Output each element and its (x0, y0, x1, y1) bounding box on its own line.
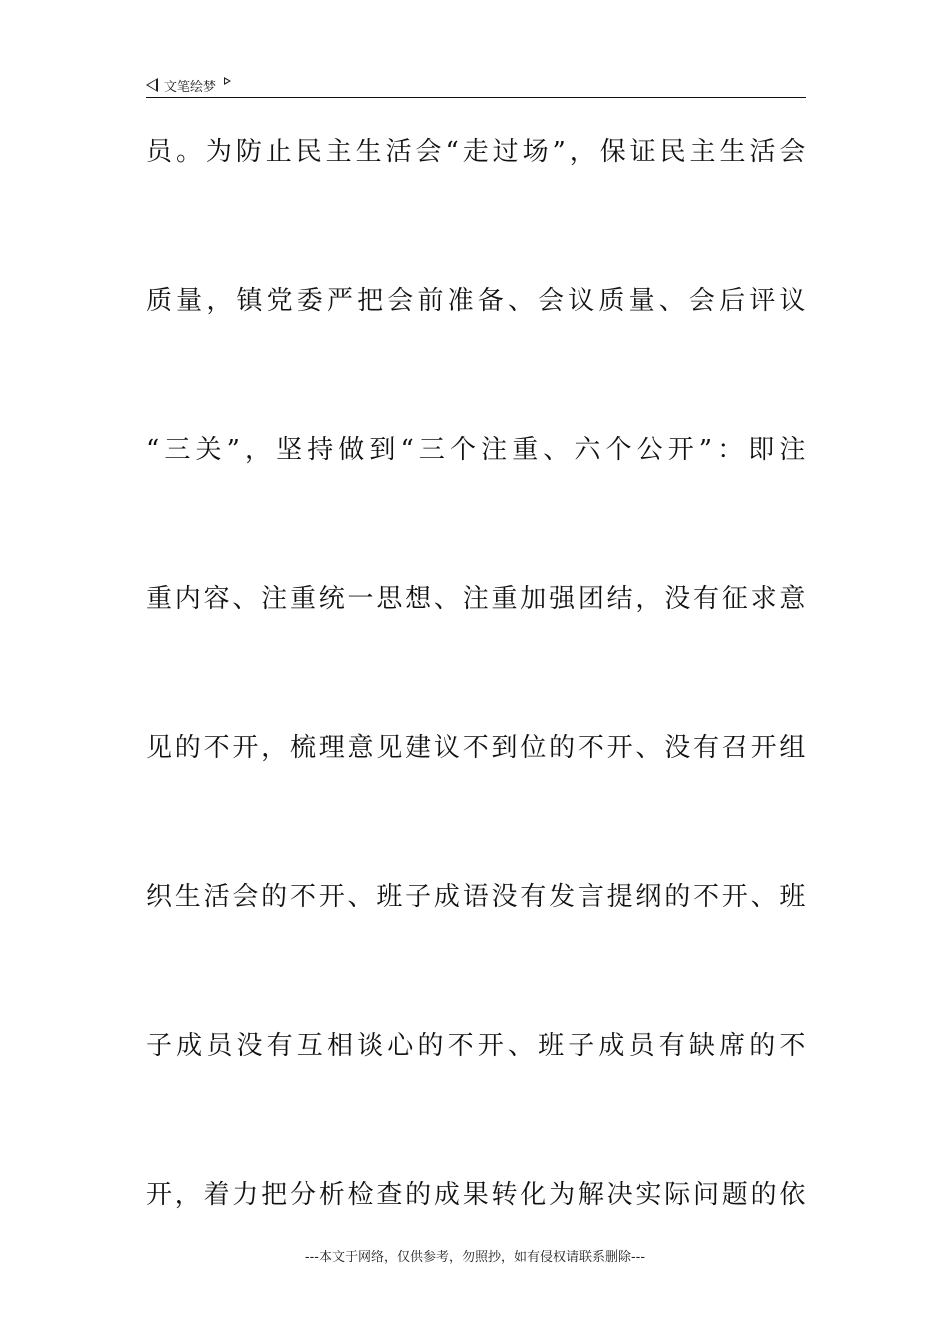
body-line: 重内容、注重统一思想、注重加强团结，没有征求意 (146, 584, 808, 614)
body-line: 质量，镇党委严把会前准备、会议质量、会后评议 (146, 286, 808, 316)
header-divider (146, 97, 806, 98)
body-line: 子成员没有互相谈心的不开、班子成员有缺席的不 (146, 1031, 808, 1061)
triangle-right-icon (224, 77, 231, 85)
body-line: 见的不开，梳理意见建议不到位的不开、没有召开组 (146, 733, 808, 763)
header-title: 文笔绘梦 (164, 79, 217, 95)
page-footer: ---本文于网络，仅供参考，勿照抄，如有侵权请联系删除--- (304, 1250, 646, 1265)
body-line: 织生活会的不开、班子成语没有发言提纲的不开、班 (146, 882, 808, 912)
body-line: “三关”，坚持做到“三个注重、六个公开”：即注 (146, 435, 808, 465)
page-header (146, 74, 806, 96)
document-body (146, 128, 808, 1320)
body-line: 开，着力把分析检查的成果转化为解决实际问题的依 (146, 1180, 808, 1210)
body-line: 员。为防止民主生活会“走过场”，保证民主生活会 (146, 137, 808, 167)
triangle-left-icon (146, 78, 158, 92)
